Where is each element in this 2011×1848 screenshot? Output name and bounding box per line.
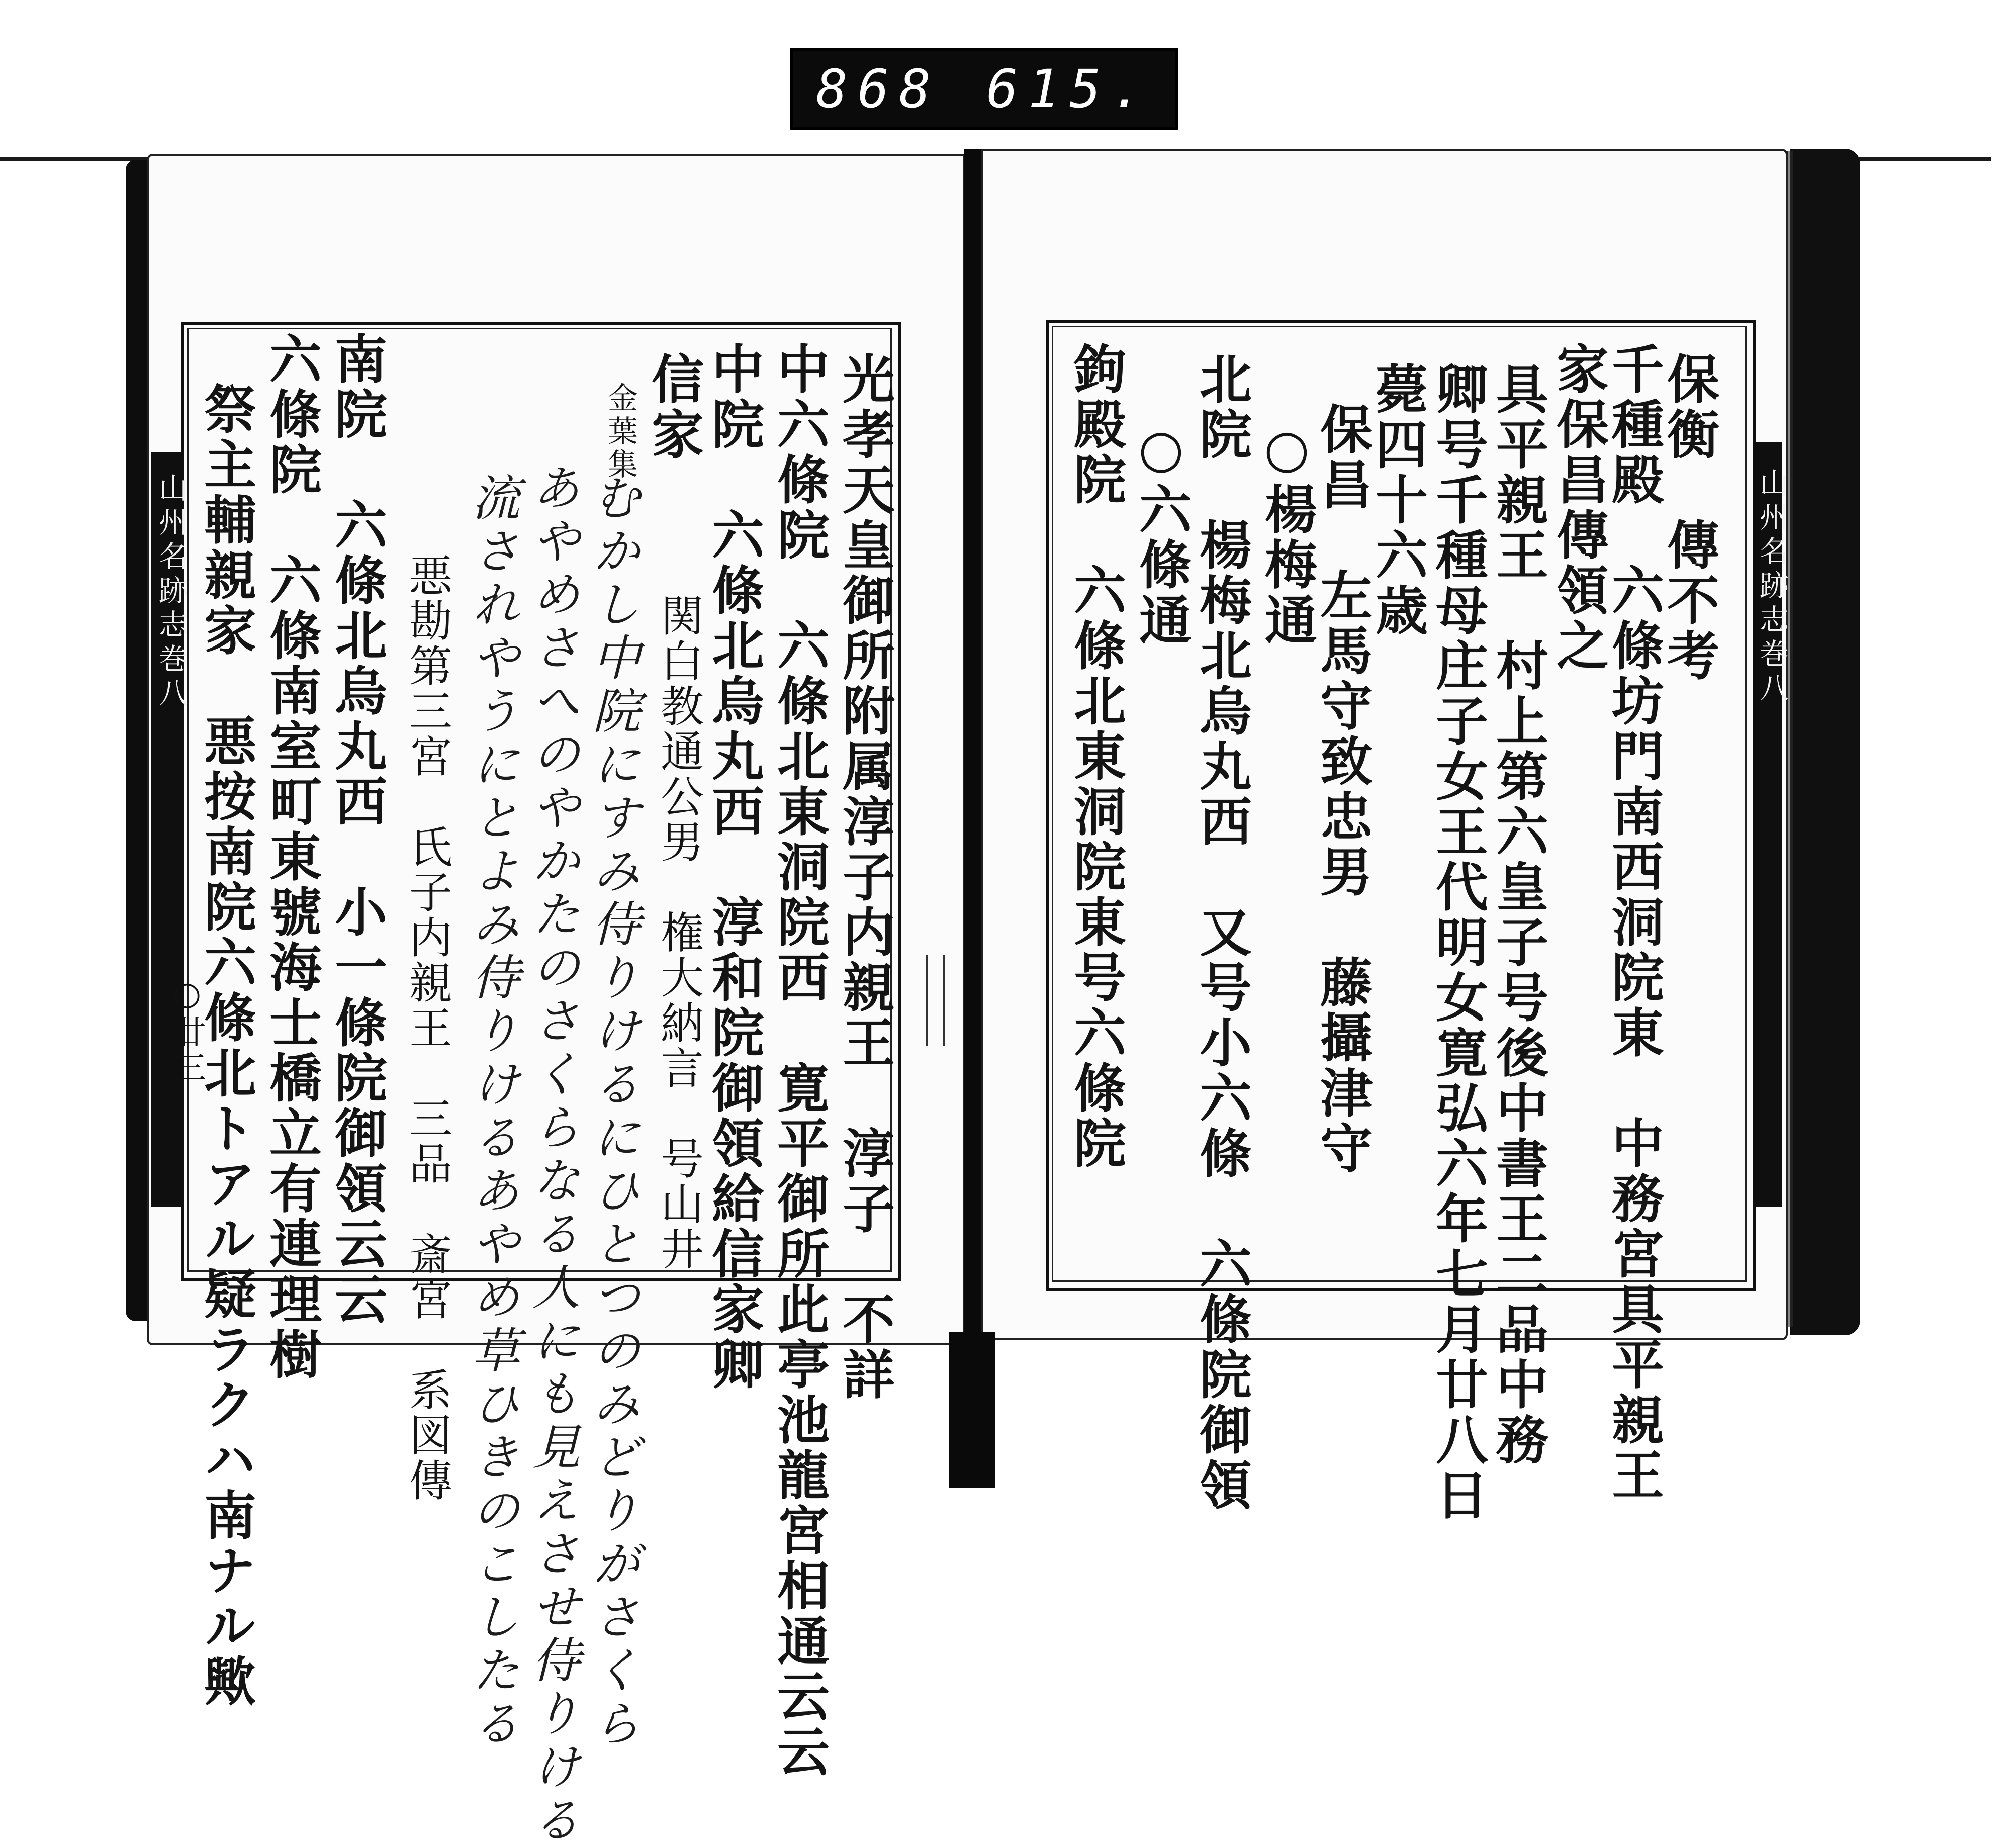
gutter-stitch-mark [926,955,945,1046]
right-column-2: 千種殿 六條坊門南西洞院東 中務宮具平親王 [1603,342,1665,1503]
gutter-shadow [949,1332,995,1488]
right-column-10: ○六條通 [1130,417,1192,648]
left-column-9: 流されやうにとよみ侍りけるあやめ草ひきのこしたる [464,473,520,1751]
right-column-5: 卿号千種母庄子女王代明女寛弘六年七月廿八日 [1427,362,1489,1523]
right-column-4: 具平親王 村上第六皇子号後中書王二品中務 [1487,362,1549,1468]
left-column-3: 中院 六條北烏丸西 淳和院御領給信家卿 [703,342,765,1393]
right-column-1: 保衡 傳不考 [1658,352,1720,684]
left-column-7: むかし中院にすみ侍りけるにひとつのみどりがさくら [585,473,641,1751]
right-column-7: 保昌 左馬守致忠男 藤攝津守 [1311,402,1373,1176]
right-column-9: 北院 楊梅北烏丸西 又号小六條 六條院御領 [1191,352,1252,1513]
left-folio-number: ○廿三 [168,975,206,1086]
left-column-10: 悪勘第三宮 氏子内親王 三品 斎宮 系図傳 [402,553,452,1503]
left-column-6: 金葉集 [603,382,638,482]
left-column-12: 六條院 六條南室町東號海士橋立有連理樹 [260,332,322,1382]
right-book-cover-edge [1790,149,1860,1335]
archive-call-number-label [790,48,1178,130]
book-gutter [964,149,981,1355]
left-margin-title: 山州名跡志巻八 [154,473,188,712]
left-column-1: 光孝天皇御所附属淳子内親王 淳子 不詳 [834,352,895,1403]
call-number-right: 615. [986,58,1153,120]
left-column-2: 中六條院 六條北東洞院西 寛平御所此亭池龍宮相通云云 [768,342,830,1780]
left-column-4: 信家 [643,352,704,463]
left-column-13: 祭主輔親家 悪按南院六條北トアル疑ラクハ南ナル歟 [195,382,257,1709]
right-margin-title: 山州名跡志巻八 [1755,468,1789,707]
left-column-8: あやめさへのやかたのさくらなる人にも見えさせ侍りける [524,463,581,1848]
left-column-5: 関白教通公男 権大納言 号山井 [653,593,703,1272]
right-column-8: ○楊梅通 [1256,417,1318,648]
call-number-left: 868 [816,58,941,120]
right-column-3: 家保昌傳領之 [1547,342,1609,674]
right-column-6: 薨四十六歳 [1366,362,1428,638]
left-column-11: 南院 六條北烏丸西 小一條院御領云云 [326,332,388,1327]
right-column-11: 鉤殿院 六條北東洞院東号六條院 [1065,342,1127,1171]
